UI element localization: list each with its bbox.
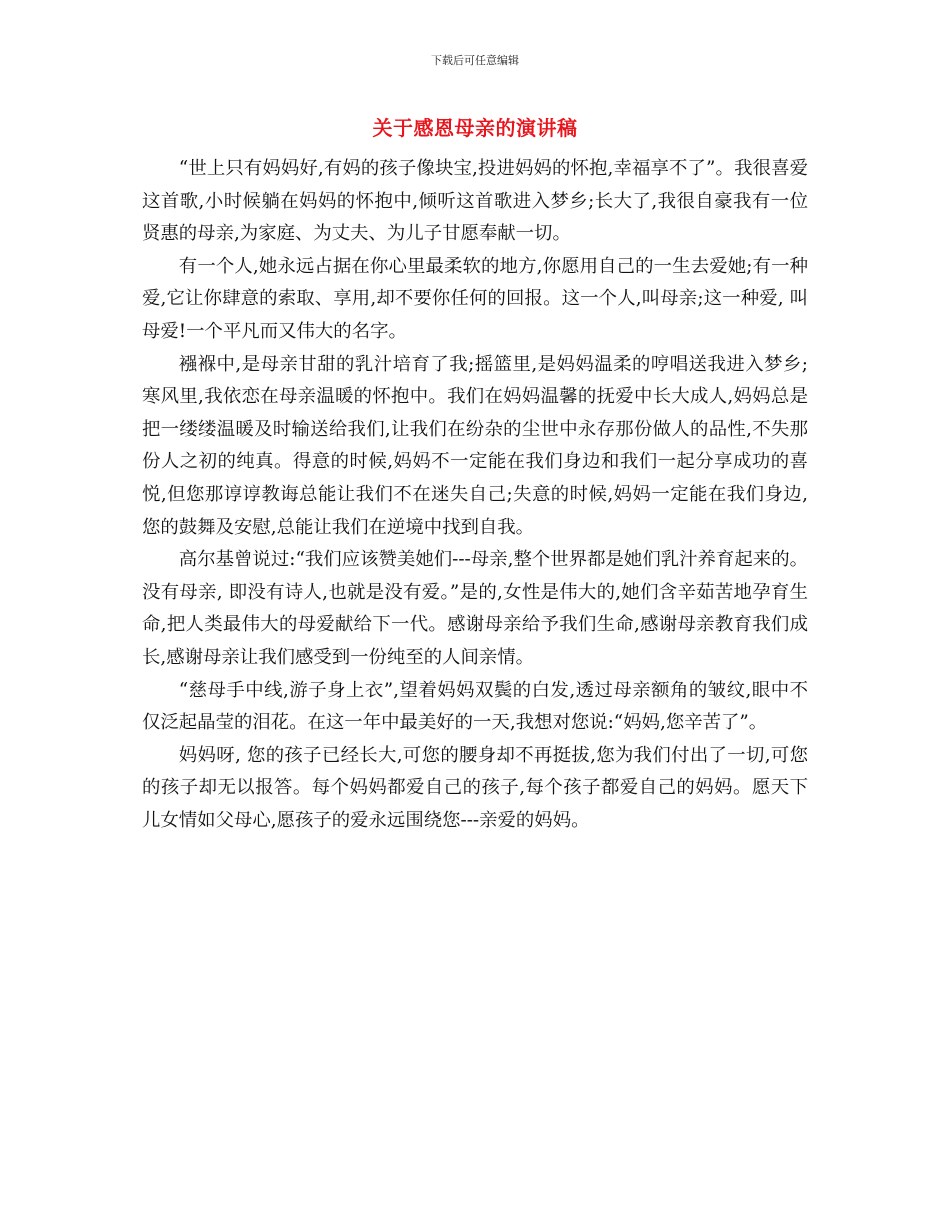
paragraph-5: “慈母手中线,游子身上衣”,望着妈妈双鬓的白发,透过母亲额角的皱纹,眼中不仅泛起晶莹的泪花。在这一年中最美好的一天,我想对您说:“妈妈,您辛苦了”。 [142,679,808,734]
paragraph-6: 妈妈呀, 您的孩子已经长大,可您的腰身却不再挺拔,您为我们付出了一切,可您的孩子却无以报答。每个妈妈都爱自己的孩子,每个孩子都爱自己的妈妈。愿天下儿女情如父母心,愿孩子的爱永远围绕您---亲爱的妈妈。 [142,744,808,831]
document-title: 关于感恩母亲的演讲稿 [372,116,578,140]
paragraph-3: 襁褓中,是母亲甘甜的乳汁培育了我;摇篮里,是妈妈温柔的哼唱送我进入梦乡;寒风里,我依恋在母亲温暖的怀抱中。我们在妈妈温馨的抚爱中长大成人,妈妈总是把一缕缕温暖及时输送给我们,让我们在纷杂的尘世中永存那份做人的品性,不失那份人之初的纯真。得意的时候,妈妈不一定能在我们身边和我们一起分享成功的喜悦,但您那谆谆教诲总能让我们不在迷失自己;失意的时候,妈妈一定能在我们身边,您的鼓舞及安慰,总能让我们在逆境中找到自我。 [142,353,808,538]
page-header-note: 下载后可任意编辑 [431,54,519,67]
paragraph-4: 高尔基曾说过:“我们应该赞美她们---母亲,整个世界都是她们乳汁养育起来的。没有母亲, 即没有诗人,也就是没有爱。”是的,女性是伟大的,她们含辛茹苦地孕育生命,把人类最伟大的母爱献给下一代。感谢母亲给予我们生命,感谢母亲教育我们成长,感谢母亲让我们感受到一份纯至的人间亲情。 [142,549,808,668]
document-body [142,153,808,837]
paragraph-2: 有一个人,她永远占据在你心里最柔软的地方,你愿用自己的一生去爱她;有一种爱,它让你肆意的索取、享用,却不要你任何的回报。这一个人,叫母亲;这一种爱, 叫母爱!一个平凡而又伟大的名字。 [142,255,808,342]
paragraph-1: “世上只有妈妈好,有妈的孩子像块宝,投进妈妈的怀抱,幸福享不了”。我很喜爱这首歌,小时候躺在妈妈的怀抱中,倾听这首歌进入梦乡;长大了,我很自豪我有一位贤惠的母亲,为家庭、为丈夫、为儿子甘愿奉献一切。 [142,158,808,245]
